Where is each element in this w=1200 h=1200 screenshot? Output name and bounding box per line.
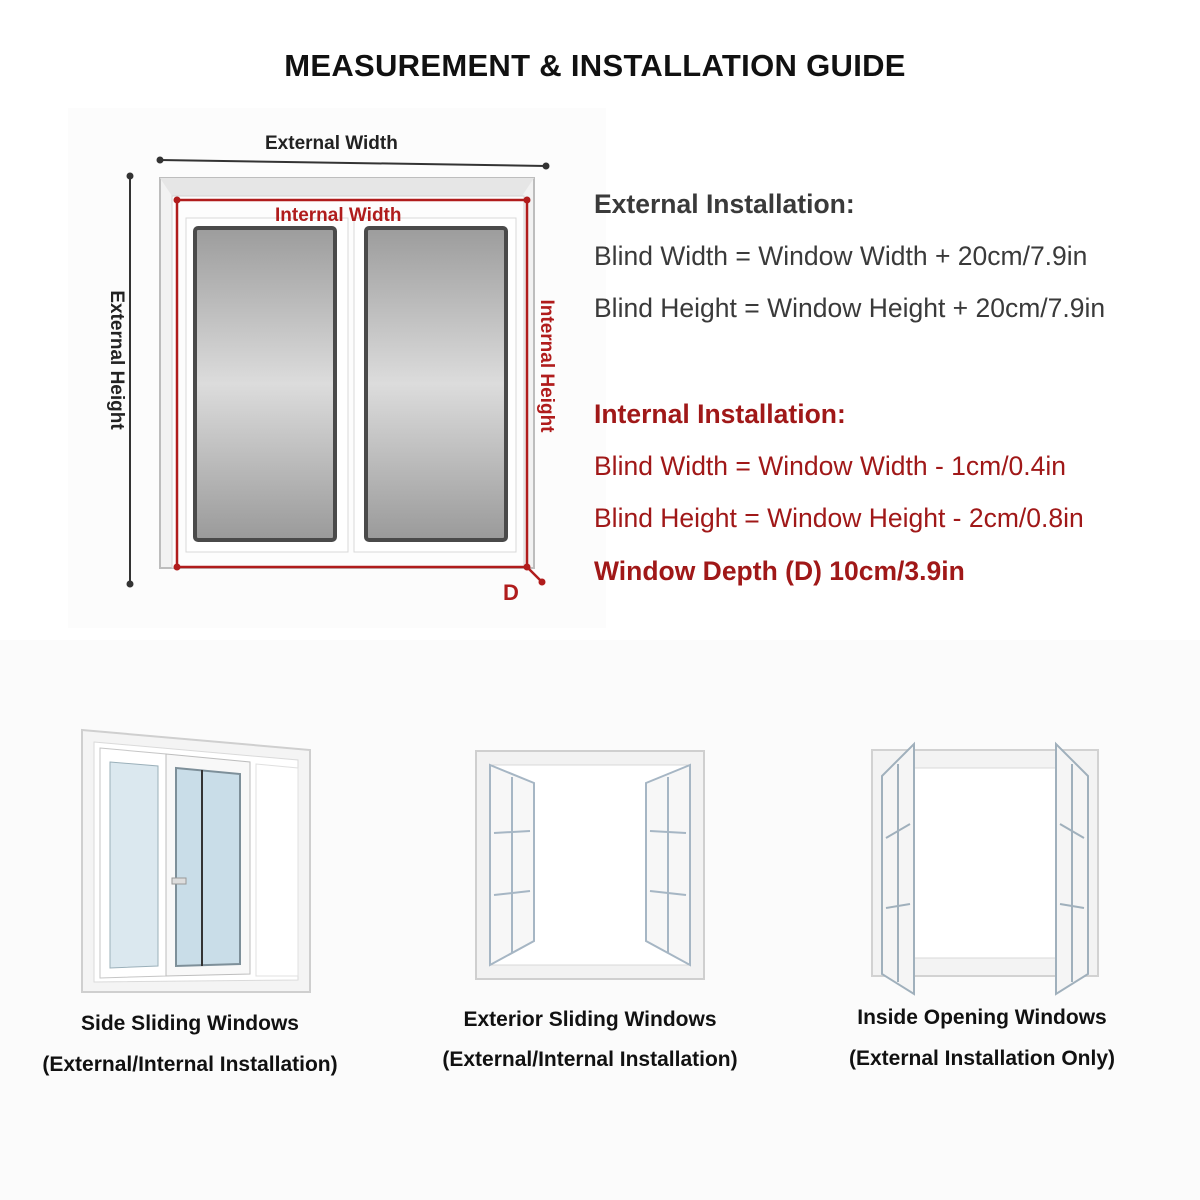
- external-blind-height-formula: Blind Height = Window Height + 20cm/7.9in: [594, 293, 1106, 323]
- sliding-middle-glass: [176, 768, 240, 966]
- right-glass-pane: [366, 228, 506, 540]
- sliding-handle-icon: [172, 878, 186, 884]
- depth-marker-label: D: [503, 580, 519, 605]
- window-type-note-1: (External/Internal Installation): [42, 1053, 338, 1076]
- internal-blind-width-formula: Blind Width = Window Width - 1cm/0.4in: [594, 451, 1067, 481]
- internal-width-label: Internal Width: [275, 205, 402, 226]
- window-type-note-3: (External Installation Only): [848, 1047, 1116, 1070]
- internal-blind-height-formula: Blind Height = Window Height - 2cm/0.8in: [594, 503, 1084, 533]
- external-height-endpoint-bottom: [127, 581, 134, 588]
- window-frame-top-bevel: [160, 178, 534, 196]
- internal-corner-bottom-left: [174, 564, 181, 571]
- exterior-sliding-window-illustration: [470, 745, 710, 985]
- window-measurement-diagram: [0, 0, 620, 640]
- sliding-open-area: [256, 764, 298, 976]
- external-width-label: External Width: [265, 133, 398, 154]
- sliding-left-glass: [110, 762, 158, 968]
- external-width-line: [160, 160, 546, 166]
- window-type-name-1: Side Sliding Windows: [81, 1012, 299, 1035]
- window-type-name-3: Inside Opening Windows: [857, 1006, 1107, 1029]
- internal-height-label: Internal Height: [536, 299, 557, 433]
- window-type-name-2: Exterior Sliding Windows: [463, 1008, 717, 1031]
- side-sliding-window-illustration: [70, 720, 320, 1000]
- external-installation-heading: External Installation:: [594, 189, 855, 219]
- inside-frame-opening: [890, 768, 1080, 958]
- depth-endpoint: [539, 579, 546, 586]
- left-glass-pane: [195, 228, 335, 540]
- window-type-note-2: (External/Internal Installation): [442, 1048, 738, 1071]
- window-depth-note: Window Depth (D) 10cm/3.9in: [594, 556, 965, 586]
- external-width-endpoint-right: [543, 163, 550, 170]
- inside-opening-window-illustration: [860, 738, 1110, 1000]
- external-blind-width-formula: Blind Width = Window Width + 20cm/7.9in: [594, 241, 1088, 271]
- external-height-endpoint-top: [127, 173, 134, 180]
- internal-corner-top-right: [524, 197, 531, 204]
- internal-installation-heading: Internal Installation:: [594, 399, 846, 429]
- external-height-label: External Height: [106, 290, 127, 430]
- internal-corner-top-left: [174, 197, 181, 204]
- page-title: MEASUREMENT & INSTALLATION GUIDE: [284, 48, 906, 83]
- external-width-endpoint-left: [157, 157, 164, 164]
